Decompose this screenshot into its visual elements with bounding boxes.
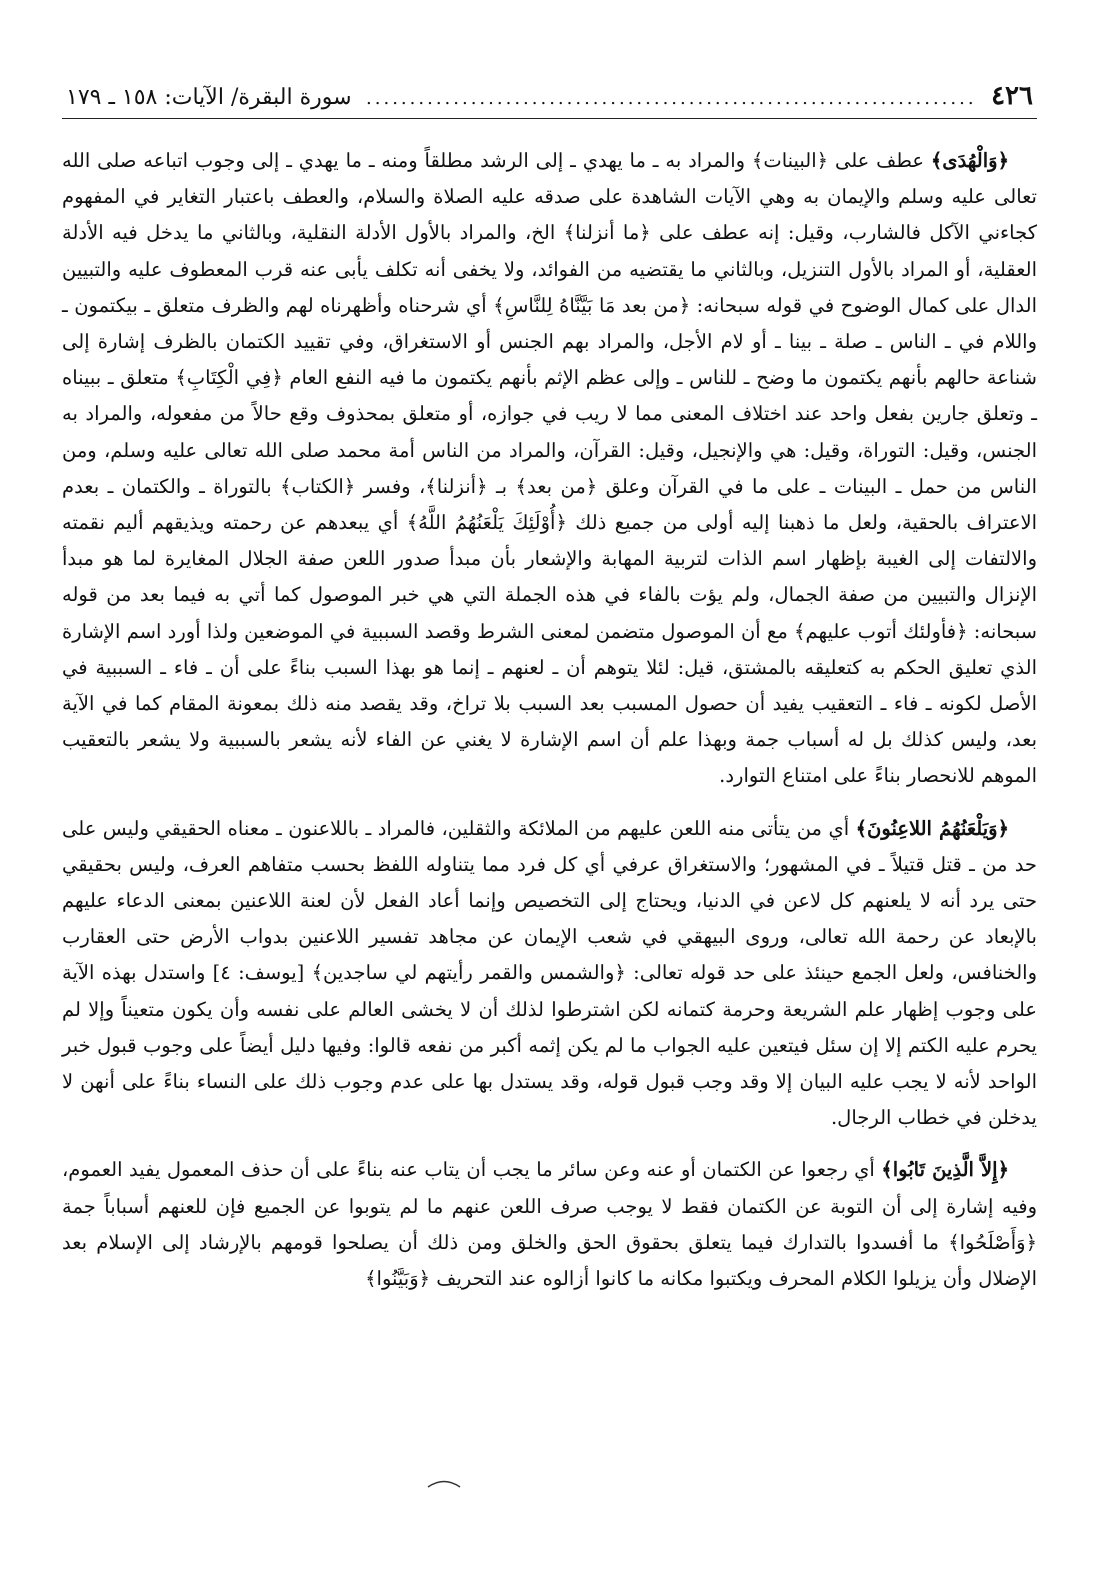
book-page <box>62 78 1037 1548</box>
running-title: سورة البقرة/ الآيات: ١٥٨ ـ ١٧٩ <box>66 85 352 110</box>
page-header <box>62 78 1037 119</box>
paragraph-heading: ﴿وَيَلْعَنُهُمُ اللاعِنُونَ﴾ <box>855 816 1009 840</box>
paragraph-heading: ﴿إِلاَّ الَّذِينَ تَابُوا﴾ <box>881 1158 1009 1182</box>
paragraph-1 <box>62 143 1037 795</box>
paragraph-heading: ﴿وَالْهُدَى﴾ <box>930 149 1009 172</box>
paragraph-2 <box>62 811 1037 1137</box>
leader-dots: ...................................................................... <box>366 88 977 109</box>
page-number: ٤٢٦ <box>991 81 1033 111</box>
paragraph-text: عطف على ﴿البينات﴾ والمراد به ـ ما يهدي ـ إلى الرشد مطلقاً ومنه ـ ما يهدي ـ إلى وجوب اتباعه صلى الله تعالى عليه وسلم والإيمان به وهي الآيات الشاهدة على صدقه عليه الصلاة والسلام، والعطف باعتبار التغاير في المفهوم كجاءني الآكل فالشارب، وقيل: إنه عطف على ﴿ما أنزلنا﴾ الخ، والمراد بالأول الأدلة النقلية، وبالثاني ما يدخل فيه الأدلة العقلية، أو المراد بالأول التنزيل، وبالثاني ما يقتضيه من الفوائد، ولا يخفى أنه تكلف يأبى عنه قرب المعطوف عليه والتبيين الدال على كمال الوضوح في قوله سبحانه: ﴿من بعد مَا بَيَّنَّاهُ لِلنَّاسِ﴾ أي شرحناه وأظهرناه لهم والظرف متعلق ـ بيكتمون ـ واللام في ـ الناس ـ صلة ـ بينا ـ أو لام الأجل، والمراد بهم الجنس أو الاستغراق، وفي تقييد الكتمان بالظرف إشارة إلى شناعة حالهم بأنهم يكتمون ما وضح ـ للناس ـ وإلى عظم الإثم بأنهم يكتمون ما فيه النفع العام ﴿فِي الْكِتَابِ﴾ متعلق ـ ببيناه ـ وتعلق جارين بفعل واحد عند اختلاف المعنى مما لا ريب في جوازه، أو متعلق بمحذوف وقع حالاً من مفعوله، والمراد به الجنس، وقيل: التوراة، وقيل: هي والإنجيل، وقيل: القرآن، والمراد من الناس أمة محمد صلى الله تعالى عليه وسلم، ومن الناس من حمل ـ البينات ـ على ما في القرآن وعلق ﴿من بعد﴾ بـ ﴿أنزلنا﴾، وفسر ﴿الكتاب﴾ بالتوراة ـ والكتمان ـ بعدم الاعتراف بالحقية، ولعل ما ذهبنا إليه أولى من جميع ذلك ﴿أُوْلَئِكَ يَلْعَنُهُمُ اللَّهُ﴾ أي يبعدهم عن رحمته ويذيقهم أليم نقمته والالتفات إلى الغيبة بإظهار اسم الذات لتربية المهابة والإشعار بأن مبدأ صدور اللعن صفة الجلال المغايرة لما هو مبدأ الإنزال والتبيين من صفة الجمال، ولم يؤت بالفاء في هذه الجملة التي هي خبر الموصول كما أتي به فيما بعد من قوله سبحانه: ﴿فأولئك أتوب عليهم﴾ مع أن الموصول متضمن لمعنى الشرط وقصد السببية في الموضعين ولذا أورد اسم الإشارة الذي تعليق الحكم به كتعليقه بالمشتق، قيل: لئلا يتوهم أن ـ لعنهم ـ إنما هو بهذا السبب بناءً على أن ـ فاء ـ السببية في الأصل لكونه ـ فاء ـ التعقيب يفيد أن حصول المسبب بعد السبب بلا تراخ، وقد يقصد منه ذلك بمعونة المقام كما في الآية بعد، وليس كذلك بل له أسباب جمة وبهذا علم أن اسم الإشارة لا يغني عن الفاء لأنه يشعر بالسببية ولا يشعر بالتعقيب الموهم للانحصار بناءً على امتناع التوارد. <box>62 149 1037 788</box>
body-text <box>62 143 1037 1297</box>
paragraph-text: أي من يتأتى منه اللعن عليهم من الملائكة والثقلين، فالمراد ـ باللاعنون ـ معناه الحقيقي وليس على حد من ـ قتل قتيلاً ـ في المشهور؛ والاستغراق عرفي أي كل فرد مما يتناوله اللفظ بحسب متفاهم العرف، وليس بحقيقي حتى يرد أنه لا يلعنهم كل لاعن في الدنيا، ويحتاج إلى التخصيص وإنما أعاد الفعل لأن لعنة اللاعنين بمعنى الدعاء عليهم بالإبعاد عن رحمة الله تعالى، وروى البيهقي في شعب الإيمان عن مجاهد تفسير اللاعنين بدواب الأرض حتى العقارب والخنافس، ولعل الجمع حينئذ على حد قوله تعالى: ﴿والشمس والقمر رأيتهم لي ساجدين﴾ [يوسف: ٤] واستدل بهذه الآية على وجوب إظهار علم الشريعة وحرمة كتمانه لكن اشترطوا لذلك أن لا يخشى العالم على نفسه وأن يكون متعيناً وإلا لم يحرم عليه الكتم إلا إن سئل فيتعين عليه الجواب ما لم يكن إثمه أكبر من نفعه قالوا: وفيها دليل أيضاً على وجوب قبول خبر الواحد لأنه لا يجب عليه البيان إلا وقد وجب قبول قوله، وقد يستدل بها على عدم وجوب ذلك على النساء بناءً على أنهن لا يدخلن في خطاب الرجال. <box>62 816 1038 1130</box>
paragraph-text: أي رجعوا عن الكتمان أو عنه وعن سائر ما يجب أن يتاب عنه بناءً على أن حذف المعمول يفيد العموم، وفيه إشارة إلى أن التوبة عن الكتمان فقط لا يوجب صرف اللعن عنهم ما لم يتوبوا عن الجميع فإن للعنهم أسباباً جمة ﴿وَأَصْلَحُوا﴾ ما أفسدوا بالتدارك فيما يتعلق بحقوق الحق والخلق ومن ذلك أن يصلحوا قومهم بالإرشاد إلى الإسلام بعد الإضلال وأن يزيلوا الكلام المحرف ويكتبوا مكانه ما كانوا أزالوه عند التحريف ﴿وَبَيَّنُوا﴾ <box>62 1158 1037 1291</box>
paragraph-3 <box>62 1152 1037 1297</box>
page-mark-icon <box>424 1478 464 1488</box>
